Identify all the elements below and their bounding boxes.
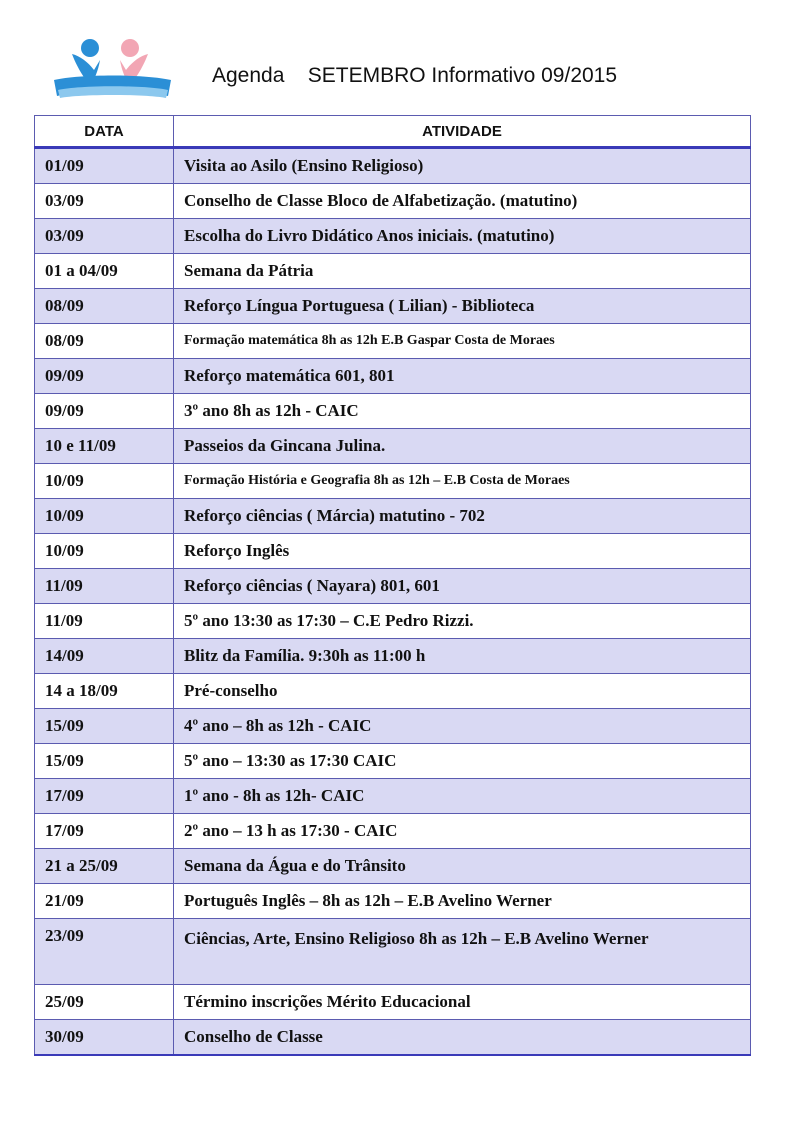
agenda-table bbox=[34, 115, 751, 1056]
row-activity: Blitz da Família. 9:30h as 11:00 h bbox=[174, 639, 751, 674]
row-activity: 3º ano 8h as 12h - CAIC bbox=[174, 394, 751, 429]
table-row bbox=[35, 814, 751, 849]
table-row bbox=[35, 324, 751, 359]
row-date: 10 e 11/09 bbox=[35, 429, 174, 464]
row-activity: Visita ao Asilo (Ensino Religioso) bbox=[174, 148, 751, 184]
row-date: 01/09 bbox=[35, 148, 174, 184]
row-activity: Reforço matemática 601, 801 bbox=[174, 359, 751, 394]
table-row bbox=[35, 148, 751, 184]
row-date: 15/09 bbox=[35, 744, 174, 779]
table-row bbox=[35, 359, 751, 394]
row-date: 21 a 25/09 bbox=[35, 849, 174, 884]
row-date: 21/09 bbox=[35, 884, 174, 919]
column-header-activity: ATIVIDADE bbox=[174, 116, 751, 148]
row-date: 10/09 bbox=[35, 464, 174, 499]
row-activity: Reforço Inglês bbox=[174, 534, 751, 569]
table-row bbox=[35, 429, 751, 464]
row-date: 14/09 bbox=[35, 639, 174, 674]
row-activity: Formação História e Geografia 8h as 12h – E.B Costa de Moraes bbox=[174, 464, 751, 499]
table-row bbox=[35, 709, 751, 744]
row-activity: Semana da Pátria bbox=[174, 254, 751, 289]
row-date: 10/09 bbox=[35, 534, 174, 569]
row-date: 03/09 bbox=[35, 219, 174, 254]
school-logo bbox=[50, 36, 175, 102]
table-row bbox=[35, 464, 751, 499]
row-date: 08/09 bbox=[35, 324, 174, 359]
row-activity: Reforço ciências ( Nayara) 801, 601 bbox=[174, 569, 751, 604]
page-title: Agenda SETEMBRO Informativo 09/2015 bbox=[212, 64, 618, 87]
row-date: 09/09 bbox=[35, 394, 174, 429]
row-activity: 1º ano - 8h as 12h- CAIC bbox=[174, 779, 751, 814]
row-activity: Semana da Água e do Trânsito bbox=[174, 849, 751, 884]
row-date: 30/09 bbox=[35, 1020, 174, 1056]
table-row bbox=[35, 985, 751, 1020]
row-activity: Conselho de Classe bbox=[174, 1020, 751, 1056]
row-date: 09/09 bbox=[35, 359, 174, 394]
row-activity: 4º ano – 8h as 12h - CAIC bbox=[174, 709, 751, 744]
row-date: 01 a 04/09 bbox=[35, 254, 174, 289]
table-row bbox=[35, 1020, 751, 1056]
table-row bbox=[35, 674, 751, 709]
row-date: 14 a 18/09 bbox=[35, 674, 174, 709]
table-row bbox=[35, 744, 751, 779]
row-activity: Término inscrições Mérito Educacional bbox=[174, 985, 751, 1020]
table-row bbox=[35, 289, 751, 324]
row-activity: Formação matemática 8h as 12h E.B Gaspar Costa de Moraes bbox=[174, 324, 751, 359]
row-activity: 5º ano 13:30 as 17:30 – C.E Pedro Rizzi. bbox=[174, 604, 751, 639]
row-activity: Ciências, Arte, Ensino Religioso 8h as 12h – E.B Avelino Werner bbox=[174, 919, 751, 985]
row-date: 08/09 bbox=[35, 289, 174, 324]
table-row bbox=[35, 184, 751, 219]
row-activity: Reforço ciências ( Márcia) matutino - 702 bbox=[174, 499, 751, 534]
row-date: 11/09 bbox=[35, 604, 174, 639]
row-activity: Escolha do Livro Didático Anos iniciais. (matutino) bbox=[174, 219, 751, 254]
row-activity: Português Inglês – 8h as 12h – E.B Avelino Werner bbox=[174, 884, 751, 919]
table-row bbox=[35, 534, 751, 569]
row-date: 03/09 bbox=[35, 184, 174, 219]
table-row bbox=[35, 779, 751, 814]
row-date: 11/09 bbox=[35, 569, 174, 604]
row-date: 15/09 bbox=[35, 709, 174, 744]
row-date: 25/09 bbox=[35, 985, 174, 1020]
row-activity: 2º ano – 13 h as 17:30 - CAIC bbox=[174, 814, 751, 849]
table-row bbox=[35, 849, 751, 884]
row-activity: Conselho de Classe Bloco de Alfabetização. (matutino) bbox=[174, 184, 751, 219]
row-activity: Reforço Língua Portuguesa ( Lilian) - Biblioteca bbox=[174, 289, 751, 324]
table-row bbox=[35, 884, 751, 919]
row-activity: Pré-conselho bbox=[174, 674, 751, 709]
table-row bbox=[35, 254, 751, 289]
row-date: 17/09 bbox=[35, 814, 174, 849]
table-row bbox=[35, 219, 751, 254]
table-row bbox=[35, 639, 751, 674]
column-header-date: DATA bbox=[35, 116, 174, 148]
table-row bbox=[35, 499, 751, 534]
row-activity: Passeios da Gincana Julina. bbox=[174, 429, 751, 464]
table-row bbox=[35, 604, 751, 639]
table-header-row bbox=[35, 116, 751, 148]
row-activity: 5º ano – 13:30 as 17:30 CAIC bbox=[174, 744, 751, 779]
table-row bbox=[35, 569, 751, 604]
table-row bbox=[35, 394, 751, 429]
table-row bbox=[35, 919, 751, 985]
row-date: 23/09 bbox=[35, 919, 174, 985]
row-date: 10/09 bbox=[35, 499, 174, 534]
row-date: 17/09 bbox=[35, 779, 174, 814]
